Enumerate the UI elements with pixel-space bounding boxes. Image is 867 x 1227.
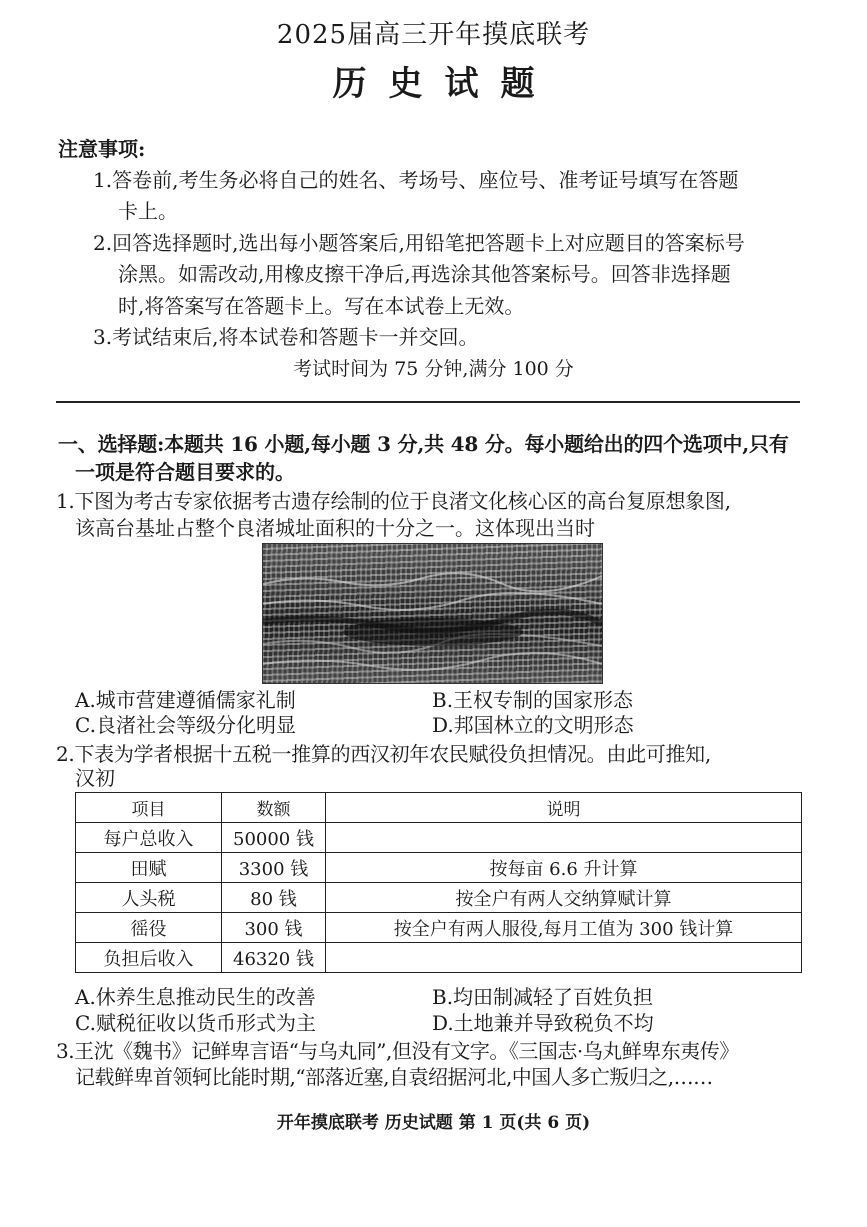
section-heading: 一、选择题:本题共 16 小题,每小题 3 分,共 48 分。每小题给出的四个选项中,只有: [58, 432, 789, 456]
table-cell: [326, 943, 802, 973]
tax-burden-table: [75, 792, 802, 973]
q1-option-c: C.良渚社会等级分化明显: [75, 713, 296, 737]
section-heading-cont: 一项是符合题目要求的。: [75, 460, 295, 484]
exam-name: 2025届高三开年摸底联考: [276, 20, 591, 50]
table-cell: 按全户有两人交纳算赋计算: [326, 883, 802, 913]
q2-option-d: D.土地兼并导致税负不均: [432, 1011, 654, 1035]
q2-stem: 2.下表为学者根据十五税一推算的西汉初年农民赋役负担情况。由此可推知,: [56, 742, 711, 766]
table-cell: 按每亩 6.6 升计算: [326, 853, 802, 883]
table-cell: 徭役: [76, 913, 222, 943]
liangzhu-platform-illustration: [262, 543, 603, 684]
q3-stem-cont: 记载鲜卑首领轲比能时期,“部落近塞,自袁绍据河北,中国人多亡叛归之,……: [75, 1065, 713, 1089]
table-row: [76, 853, 802, 883]
table-cell: [326, 823, 802, 853]
table-header: 说明: [326, 793, 802, 823]
q2-option-c: C.赋税征收以货币形式为主: [75, 1011, 316, 1035]
q1-option-b: B.王权专制的国家形态: [432, 688, 634, 712]
table-cell: 300 钱: [222, 913, 326, 943]
notes-item: 1.答卷前,考生务必将自己的姓名、考场号、座位号、准考证号填写在答题: [93, 168, 739, 192]
table-cell: 人头税: [76, 883, 222, 913]
notes-item: 2.回答选择题时,选出每小题答案后,用铅笔把答题卡上对应题目的答案标号: [93, 231, 745, 255]
q2-option-a: A.休养生息推动民生的改善: [75, 985, 316, 1009]
q2-option-b: B.均田制减轻了百姓负担: [432, 985, 654, 1009]
q3-stem: 3.王沈《魏书》记鲜卑言语“与乌丸同”,但没有文字。《三国志·乌丸鲜卑东夷传》: [56, 1039, 739, 1063]
q1-stem-cont: 该高台基址占整个良渚城址面积的十分之一。这体现出当时: [75, 516, 595, 540]
divider: [56, 401, 800, 403]
table-cell: 50000 钱: [222, 823, 326, 853]
subject-title: 历史试题: [332, 64, 557, 104]
table-cell: 田赋: [76, 853, 222, 883]
q2-stem-cont: 汉初: [75, 766, 115, 790]
table-cell: 46320 钱: [222, 943, 326, 973]
table-cell: 80 钱: [222, 883, 326, 913]
notes-item: 时,将答案写在答题卡上。写在本试卷上无效。: [118, 294, 525, 318]
table-header: 数额: [222, 793, 326, 823]
table-cell: 按全户有两人服役,每月工值为 300 钱计算: [326, 913, 802, 943]
table-row: [76, 883, 802, 913]
table-cell: 每户总收入: [76, 823, 222, 853]
q1-stem: 1.下图为考古专家依据考古遗存绘制的位于良渚文化核心区的高台复原想象图,: [56, 489, 731, 513]
page-footer: 开年摸底联考 历史试题 第 1 页(共 6 页): [276, 1113, 591, 1133]
table-cell: 3300 钱: [222, 853, 326, 883]
table-header-row: [76, 793, 802, 823]
table-row: [76, 823, 802, 853]
exam-time: 考试时间为 75 分钟,满分 100 分: [293, 358, 574, 380]
table-row: [76, 943, 802, 973]
notes-heading: 注意事项:: [58, 137, 146, 161]
notes-item: 3.考试结束后,将本试卷和答题卡一并交回。: [93, 325, 479, 349]
notes-item: 涂黑。如需改动,用橡皮擦干净后,再选涂其他答案标号。回答非选择题: [118, 262, 731, 286]
notes-item: 卡上。: [118, 199, 178, 223]
q1-option-a: A.城市营建遵循儒家礼制: [75, 688, 296, 712]
q1-option-d: D.邦国林立的文明形态: [432, 713, 634, 737]
table-header: 项目: [76, 793, 222, 823]
table-row: [76, 913, 802, 943]
table-cell: 负担后收入: [76, 943, 222, 973]
